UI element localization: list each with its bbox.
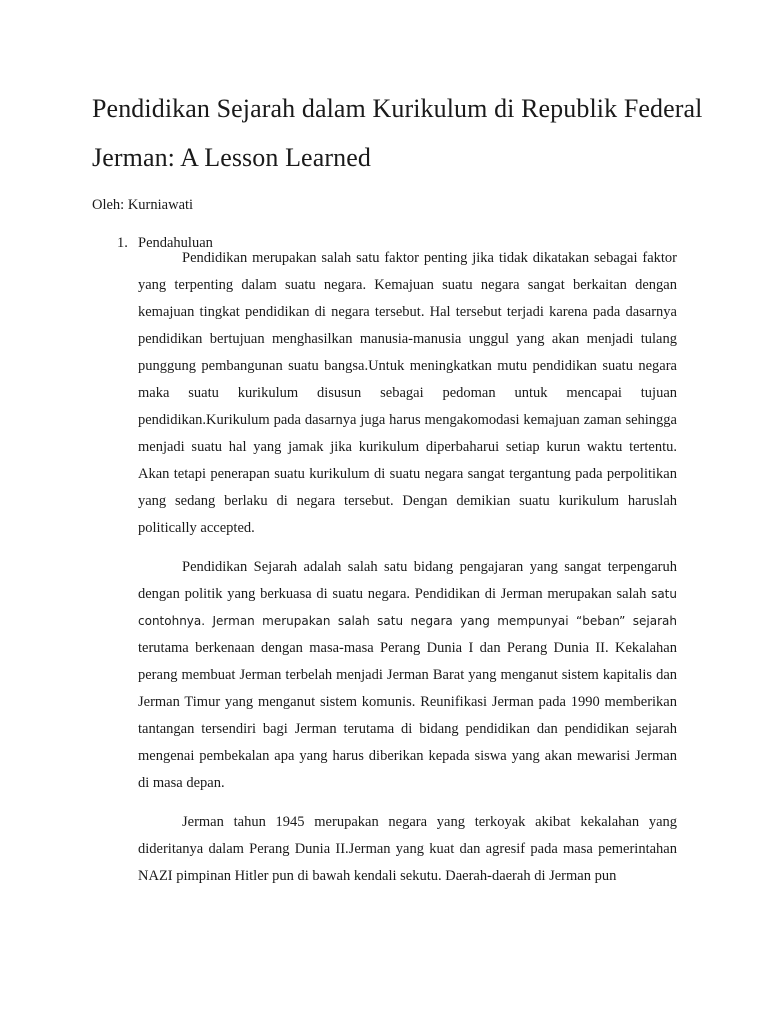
paragraph-1: Pendidikan merupakan salah satu faktor penting jika tidak dikatakan sebagai faktor yang terpenting dalam suatu negara. Kemajuan suatu negara sangat berkaitan dengan kemajuan tingkat pendidikan di negara tersebut. Hal tersebut terjadi karena pada dasarnya pendidikan bertujuan menghasilkan manusia-manusia unggul yang akan menjadi tulang punggung pembangunan suatu bangsa.Untuk meningkatkan mutu pendidikan suatu negara maka suatu kurikulum disusun sebagai pedoman untuk mencapai tujuan pendidikan.Kurikulum pada dasarnya juga harus mengakomodasi kemajuan zaman sehingga menjadi suatu hal yang jamak jika kurikulum diperbaharui setiap kurun waktu tertentu. Akan tetapi penerapan suatu kurikulum di suatu negara sangat tergantung pada perpolitikan yang sedang berlaku di negara tersebut. Dengan demikian suatu kurikulum haruslah politically accepted.: [138, 250, 677, 536]
paragraph-2-part-3: terutama berkenaan dengan masa-masa Perang Dunia I dan Perang Dunia II. Kekalahan perang membuat Jerman terbelah menjadi Jerman Barat yang menganut sistem kapitalis dan Jerman Timur yang menganut sistem komunis. Reunifikasi Jerman pada 1990 memberikan tantangan tersendiri bagi Jerman terutama di bidang pendidikan dan pendidikan sejarah mengenai pembekalan apa yang harus diberikan kepada siswa yang akan mewarisi Jerman di masa depan.: [138, 640, 677, 791]
paragraph-2: [138, 554, 677, 797]
section-number: 1.: [117, 235, 128, 251]
document-author: Oleh: Kurniawati: [92, 197, 194, 213]
paragraph-2-part-2: satu contohnya. Jerman merupakan salah satu negara yang mempunyai “beban” sejarah: [138, 587, 677, 628]
body-text: [138, 245, 677, 902]
paragraph-2-part-1: Pendidikan Sejarah adalah salah satu bidang pengajaran yang sangat terpengaruh dengan politik yang berkuasa di suatu negara. Pendidikan di Jerman merupakan salah: [138, 559, 677, 602]
paragraph-3: Jerman tahun 1945 merupakan negara yang terkoyak akibat kekalahan yang dideritanya dalam Perang Dunia II.Jerman yang kuat dan agresif pada masa pemerintahan NAZI pimpinan Hitler pun di bawah kendali sekutu. Daerah-daerah di Jerman pun: [138, 814, 677, 884]
section-title: Pendahuluan: [138, 235, 213, 251]
document-title: Pendidikan Sejarah dalam Kurikulum di Republik Federal Jerman: A Lesson Learned: [92, 94, 703, 172]
